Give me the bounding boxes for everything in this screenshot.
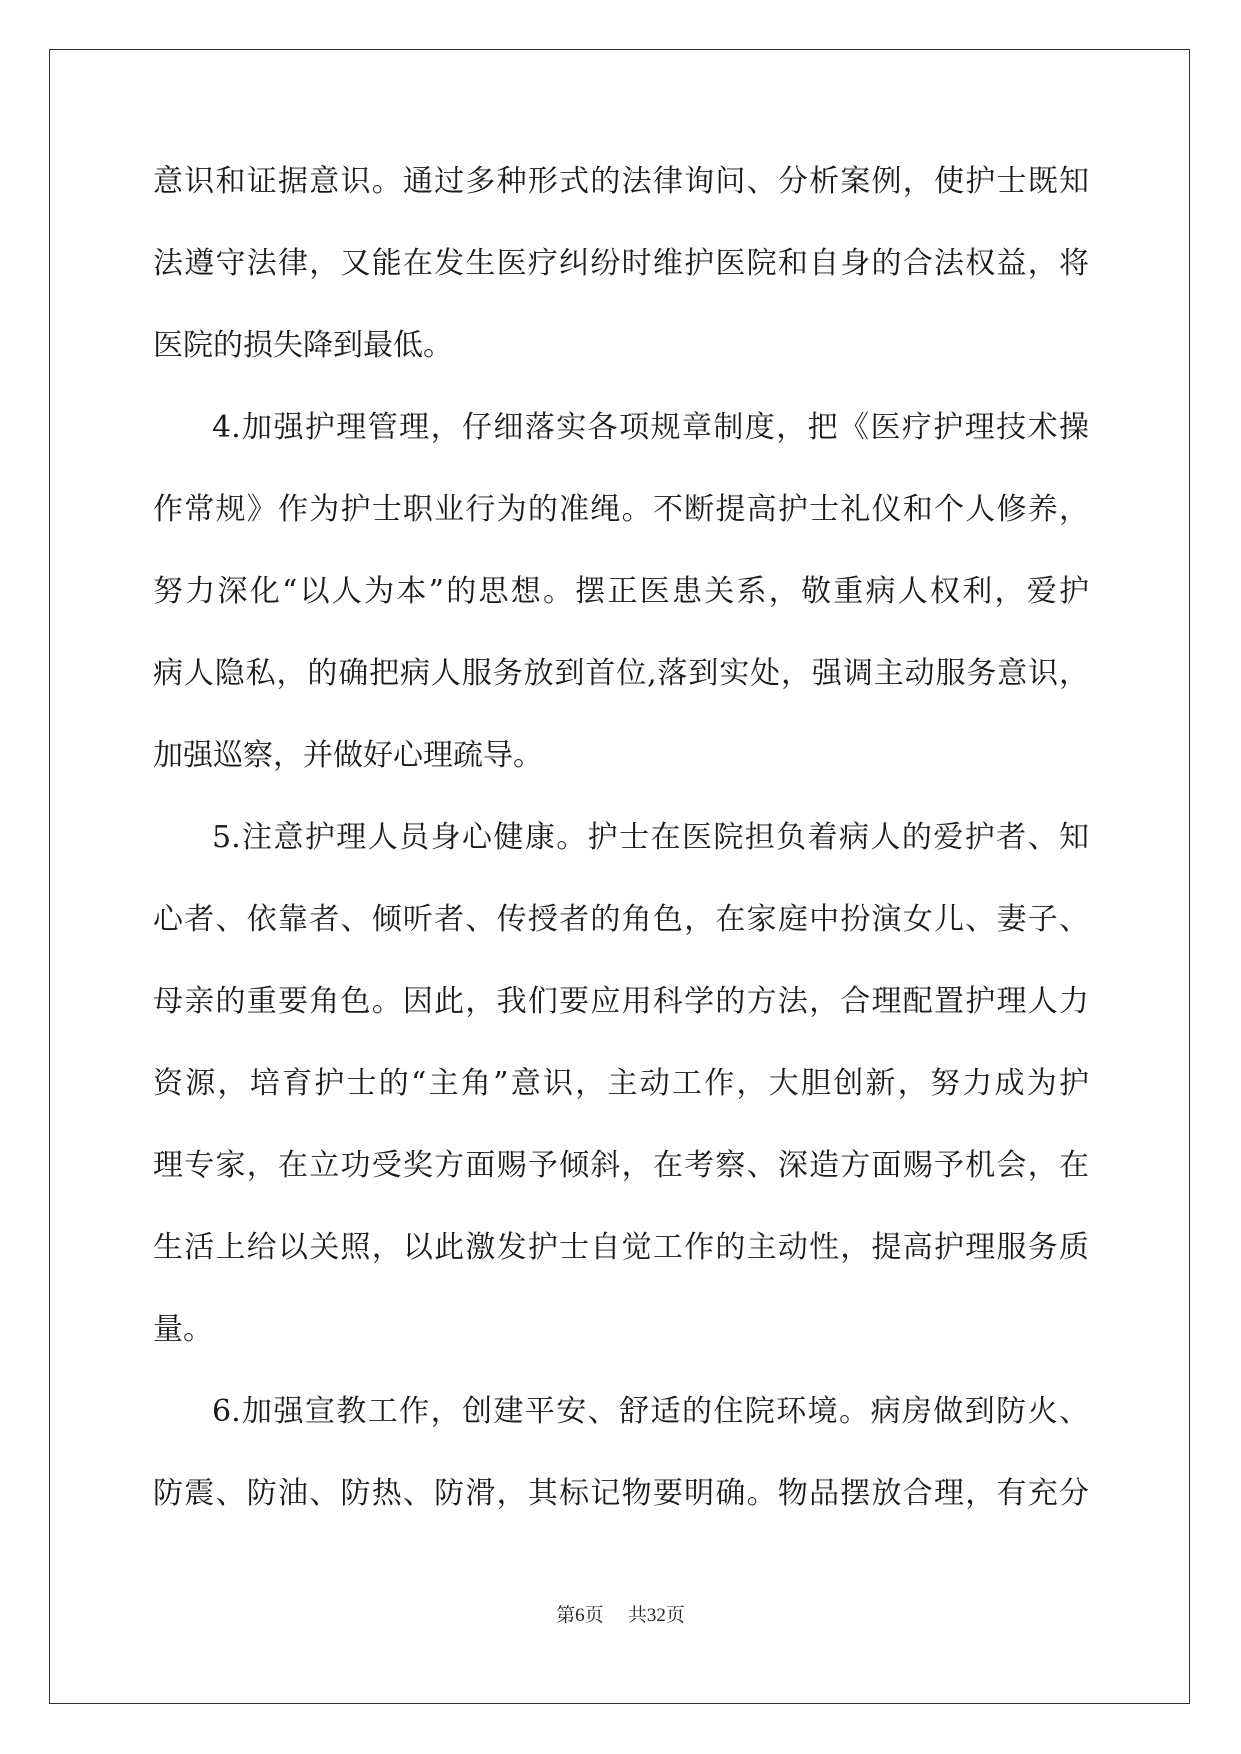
footer-page-suffix: 页	[584, 1604, 604, 1626]
text-line: 加强巡察，并做好心理疏导。	[153, 738, 543, 773]
text-line: 生活上给以关照，以此激发护士自觉工作的主动性，提高护理服务质	[153, 1230, 1089, 1265]
page-number: 6	[575, 1605, 585, 1626]
text-line: 医院的损失降到最低。	[153, 328, 453, 363]
text-line: 理专家，在立功受奖方面赐予倾斜，在考察、深造方面赐予机会，在	[153, 1148, 1089, 1183]
text-line: 努力深化“以人为本”的思想。摆正医患关系，敬重病人权利，爱护	[153, 574, 1089, 609]
footer-total-prefix: 共	[627, 1604, 647, 1626]
text-line: 防震、防油、防热、防滑，其标记物要明确。物品摆放合理，有充分	[153, 1476, 1089, 1511]
paragraph-start-line: 6.加强宣教工作，创建平安、舒适的住院环境。病房做到防火、	[212, 1394, 1089, 1429]
paragraph-start-line: 4.加强护理管理，仔细落实各项规章制度，把《医疗护理技术操	[212, 410, 1089, 445]
total-pages: 32	[646, 1605, 666, 1626]
document-body	[153, 162, 1089, 1556]
paragraph-start-line: 5.注意护理人员身心健康。护士在医院担负着病人的爱护者、知	[212, 820, 1089, 855]
page-footer	[0, 1600, 1241, 1627]
text-line: 法遵守法律，又能在发生医疗纠纷时维护医院和自身的合法权益，将	[153, 246, 1089, 281]
footer-total-suffix: 页	[665, 1604, 685, 1626]
footer-prefix: 第	[556, 1604, 576, 1626]
text-line: 资源，培育护士的“主角”意识，主动工作，大胆创新，努力成为护	[153, 1066, 1089, 1101]
text-line: 量。	[153, 1312, 213, 1347]
text-line: 意识和证据意识。通过多种形式的法律询问、分析案例，使护士既知	[153, 164, 1089, 199]
text-line: 病人隐私，的确把病人服务放到首位,落到实处，强调主动服务意识，	[153, 656, 1089, 691]
text-line: 作常规》作为护士职业行为的准绳。不断提高护士礼仪和个人修养，	[153, 492, 1089, 527]
text-line: 心者、依靠者、倾听者、传授者的角色，在家庭中扮演女儿、妻子、	[153, 902, 1089, 937]
text-line: 母亲的重要角色。因此，我们要应用科学的方法，合理配置护理人力	[153, 984, 1089, 1019]
